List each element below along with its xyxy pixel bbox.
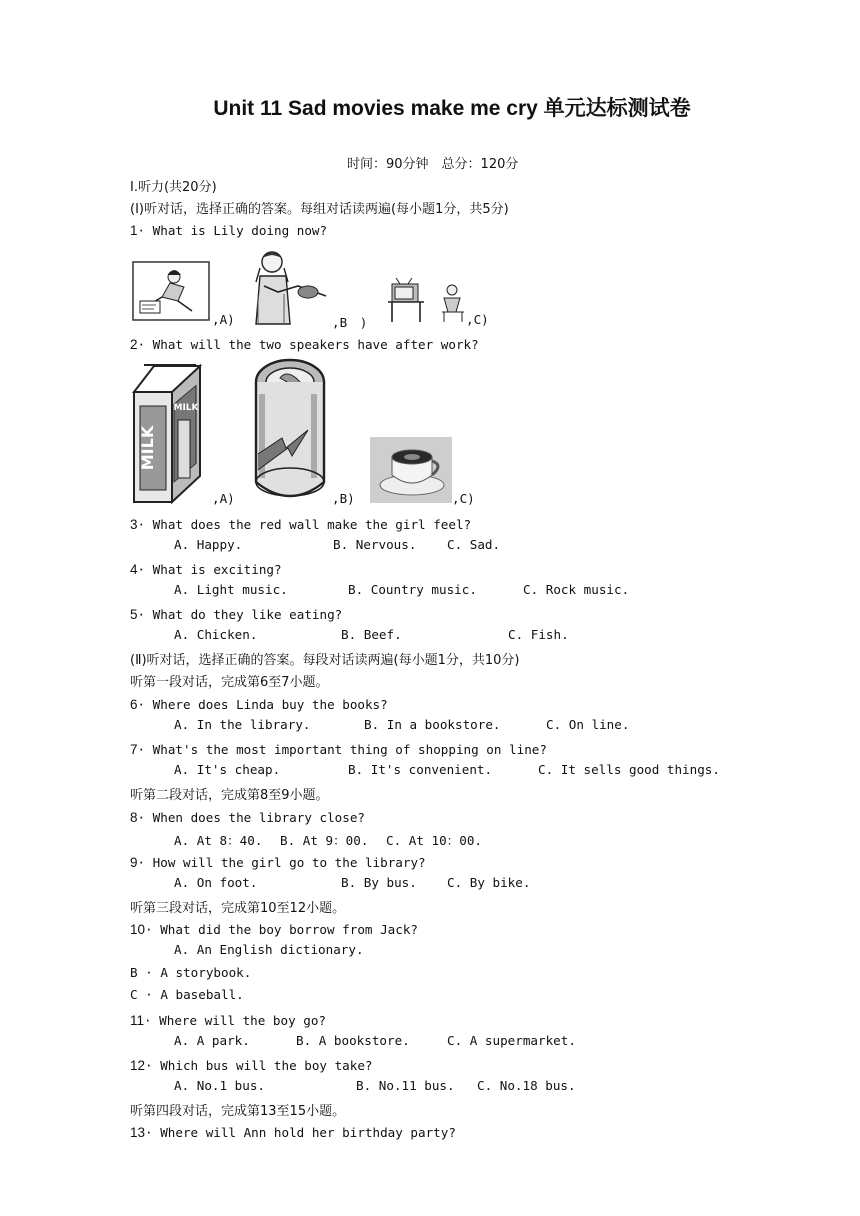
section-heading: Ⅰ.听力(共20分) — [130, 180, 217, 195]
question-number: 10 — [130, 922, 146, 937]
question-text: · What's the most important thing of shopping on line? — [137, 742, 547, 757]
girl-drawing-icon — [132, 261, 210, 321]
option-c: C. Fish. — [508, 627, 569, 642]
question-text: · Which bus will the boy take? — [145, 1058, 373, 1073]
question-number: 8 — [130, 810, 138, 825]
q1-option-c-label: ,C) — [466, 312, 489, 327]
question-number: 2 — [130, 337, 138, 352]
question-text: · What did the boy borrow from Jack? — [145, 922, 418, 937]
question-text: · Where will the boy go? — [144, 1013, 326, 1028]
question-5 — [130, 604, 342, 623]
question-12 — [130, 1055, 373, 1074]
option-a: A. It's cheap. — [174, 762, 281, 777]
question-text: · When does the library close? — [137, 810, 365, 825]
time-info: 时间：90分钟 总分：120分 — [347, 157, 519, 172]
tv-on-table-icon — [386, 278, 468, 324]
option-b: B. No.11 bus. — [356, 1078, 455, 1093]
option-b: B. By bus. — [341, 875, 417, 890]
question-number: 6 — [130, 697, 138, 712]
milk-carton-text: MILK — [138, 425, 157, 471]
question-4 — [130, 559, 282, 578]
option-a: A. On foot. — [174, 875, 258, 890]
q1-option-b-label: ,B ) — [332, 315, 368, 330]
option-c: C. On line. — [546, 717, 630, 732]
option-b: B. It's convenient. — [348, 762, 493, 777]
question-1 — [130, 220, 327, 239]
option-c: C. A supermarket. — [447, 1033, 576, 1048]
question-text: · What is Lily doing now? — [137, 223, 328, 238]
option-a: A. In the library. — [174, 717, 311, 732]
dialog-3-intro: 听第三段对话，完成第10至12小题。 — [130, 901, 346, 916]
option-b: B. Beef. — [341, 627, 402, 642]
milk-carton-icon — [130, 362, 212, 504]
option-b: B. In a bookstore. — [364, 717, 501, 732]
soda-can-icon — [252, 358, 332, 502]
question-8 — [130, 807, 365, 826]
option-b: B · A storybook. — [130, 965, 252, 980]
question-13 — [130, 1122, 456, 1141]
option-c: C. It sells good things. — [538, 762, 720, 777]
girl-violin-icon — [246, 246, 334, 326]
q2-option-b-label: ,B) — [332, 491, 355, 506]
option-a: A. Happy. — [174, 537, 243, 552]
question-10 — [130, 919, 418, 938]
question-7 — [130, 739, 547, 758]
option-a: A. An English dictionary. — [174, 942, 364, 957]
option-c: C. Rock music. — [523, 582, 630, 597]
question-text: · What does the red wall make the girl feel? — [137, 517, 472, 532]
dialog-4-intro: 听第四段对话，完成第13至15小题。 — [130, 1104, 346, 1119]
question-number: 4 — [130, 562, 138, 577]
dialog-1-intro: 听第一段对话，完成第6至7小题。 — [130, 675, 329, 690]
option-a: A. At 8：40. — [174, 833, 263, 848]
question-6 — [130, 694, 388, 713]
q1-option-a-label: ,A) — [212, 312, 235, 327]
question-11 — [130, 1010, 326, 1029]
question-number: 5 — [130, 607, 138, 622]
question-number: 1 — [130, 223, 138, 238]
part2-intro: (Ⅱ)听对话，选择正确的答案。每段对话读两遍(每小题1分，共10分) — [130, 653, 520, 668]
q2-option-a-label: ,A) — [212, 491, 235, 506]
question-9 — [130, 852, 426, 871]
option-a: A. A park. — [174, 1033, 250, 1048]
option-b: B. A bookstore. — [296, 1033, 410, 1048]
question-text: · Where does Linda buy the books? — [137, 697, 388, 712]
option-a: A. No.1 bus. — [174, 1078, 265, 1093]
question-text: · What will the two speakers have after work? — [137, 337, 479, 352]
option-c: C. No.18 bus. — [477, 1078, 576, 1093]
question-text: · What is exciting? — [137, 562, 282, 577]
option-b: B. Nervous. — [333, 537, 417, 552]
question-text: · Where will Ann hold her birthday party? — [145, 1125, 456, 1140]
question-3 — [130, 514, 471, 533]
milk-carton-side-text: MILK — [173, 403, 199, 413]
question-number: 7 — [130, 742, 138, 757]
option-c: C. Sad. — [447, 537, 501, 552]
question-text: · How will the girl go to the library? — [137, 855, 426, 870]
option-b: B. Country music. — [348, 582, 477, 597]
question-number: 12 — [130, 1058, 146, 1073]
question-number: 9 — [130, 855, 138, 870]
question-number: 11 — [130, 1013, 145, 1028]
page-title: Unit 11 Sad movies make me cry 单元达标测试卷 — [213, 97, 691, 120]
option-c: C · A baseball. — [130, 987, 244, 1002]
option-c: C. At 10：00. — [386, 833, 482, 848]
dialog-2-intro: 听第二段对话，完成第8至9小题。 — [130, 788, 329, 803]
option-a: A. Light music. — [174, 582, 288, 597]
option-c: C. By bike. — [447, 875, 531, 890]
option-b: B. At 9：00. — [280, 833, 369, 848]
question-2 — [130, 334, 479, 353]
question-text: · What do they like eating? — [137, 607, 343, 622]
part1-intro: (Ⅰ)听对话，选择正确的答案。每组对话读两遍(每小题1分，共5分) — [130, 202, 509, 217]
question-number: 13 — [130, 1125, 146, 1140]
option-a: A. Chicken. — [174, 627, 258, 642]
coffee-cup-icon — [370, 437, 452, 503]
q2-option-c-label: ,C) — [452, 491, 475, 506]
question-number: 3 — [130, 517, 138, 532]
